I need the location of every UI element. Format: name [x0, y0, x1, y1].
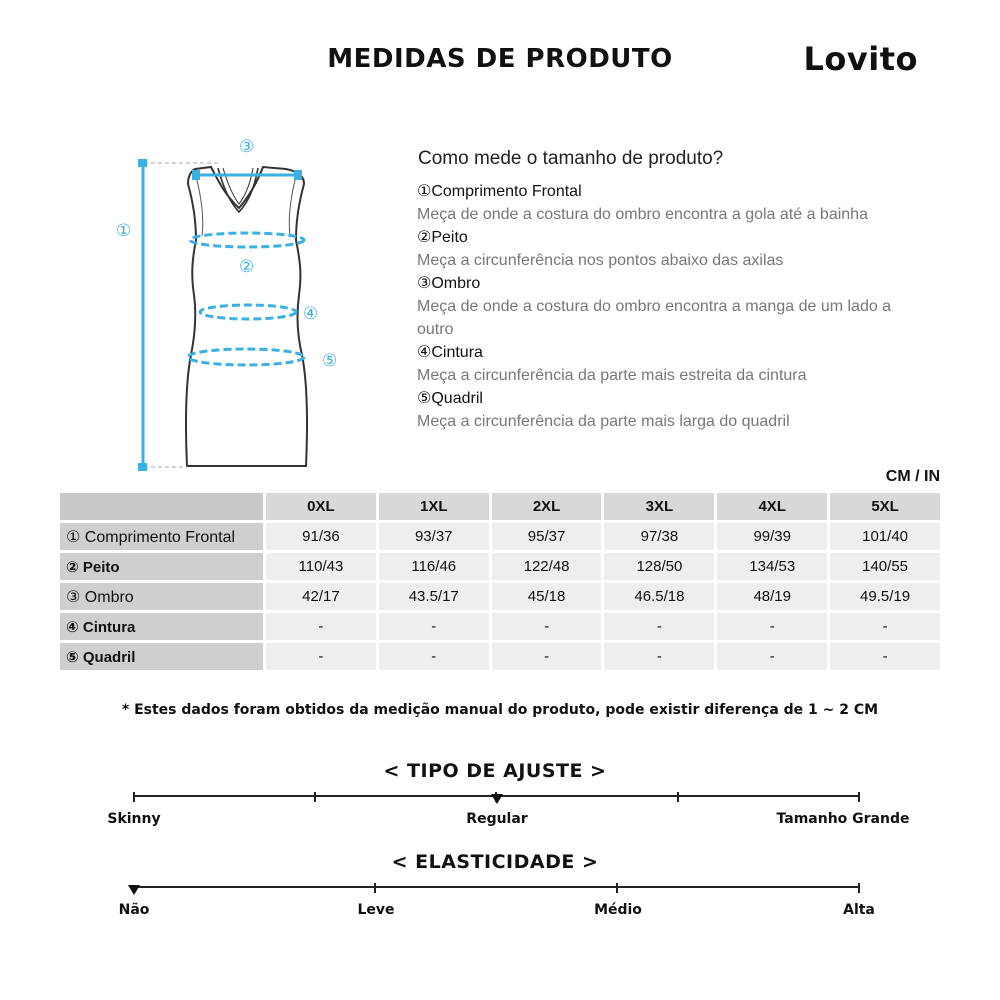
table-cell: - [604, 643, 714, 670]
table-cell: 48/19 [717, 583, 827, 610]
table-cell: 93/37 [379, 523, 489, 550]
table-cell: 43.5/17 [379, 583, 489, 610]
table-row [60, 643, 940, 670]
dress-outline [186, 167, 307, 466]
guide-item-desc: Meça a circunferência da parte mais larga do quadril [417, 413, 790, 430]
table-cell: - [830, 613, 940, 640]
table-cell: 45/18 [492, 583, 602, 610]
elasticity-scale-title: < ELASTICIDADE > [391, 851, 599, 873]
table-row [60, 553, 940, 580]
fit-label: Regular [466, 811, 528, 827]
table-cell: - [492, 613, 602, 640]
row-label: ① Comprimento Frontal [60, 523, 263, 550]
elasticity-scale-tick [374, 883, 376, 893]
marker-chest: ② [239, 257, 255, 277]
elasticity-scale-tick [616, 883, 618, 893]
table-cell: - [717, 643, 827, 670]
guide-item-name: ③Ombro [417, 275, 481, 292]
size-header: 4XL [717, 493, 827, 520]
guide-item-desc: Meça de onde a costura do ombro encontra a gola até a bainha [417, 206, 868, 223]
size-header: 3XL [604, 493, 714, 520]
guide-item [417, 387, 917, 433]
guide-title: Como mede o tamanho de produto? [418, 148, 724, 169]
guide-item-desc: Meça de onde a costura do ombro encontra a manga de um lado a outro [417, 298, 892, 338]
guide-list [417, 180, 917, 433]
unit-label: CM / IN [885, 468, 940, 485]
fit-scale-tick [314, 792, 316, 802]
shoulder-cap-right [294, 170, 302, 180]
table-cell: 134/53 [717, 553, 827, 580]
row-label: ④ Cintura [60, 613, 263, 640]
marker-length: ① [116, 221, 132, 241]
shoulder-cap-left [192, 170, 200, 180]
table-cell: - [266, 613, 376, 640]
fit-label: Tamanho Grande [776, 811, 910, 827]
table-cell: 116/46 [379, 553, 489, 580]
table-cell: - [604, 613, 714, 640]
size-header: 1XL [379, 493, 489, 520]
table-header-row [60, 493, 940, 520]
elasticity-scale-bar [134, 886, 860, 888]
size-header: 2XL [492, 493, 602, 520]
table-row [60, 583, 940, 610]
marker-hip: ⑤ [322, 351, 338, 371]
table-cell: 97/38 [604, 523, 714, 550]
row-label: ③ Ombro [60, 583, 263, 610]
table-cell: 46.5/18 [604, 583, 714, 610]
table-row [60, 613, 940, 640]
row-label: ⑤ Quadril [60, 643, 263, 670]
table-cell: 95/37 [492, 523, 602, 550]
table-cell: 101/40 [830, 523, 940, 550]
fit-scale-tick [677, 792, 679, 802]
table-cell: - [492, 643, 602, 670]
dress-diagram [100, 130, 360, 480]
table-cell: - [717, 613, 827, 640]
guide-item-desc: Meça a circunferência nos pontos abaixo das axilas [417, 252, 784, 269]
guide-item-name: ①Comprimento Frontal [417, 183, 582, 200]
guide-item-name: ⑤Quadril [417, 390, 483, 407]
guide-item-desc: Meça a circunferência da parte mais estreita da cintura [417, 367, 807, 384]
elasticity-indicator-icon [128, 885, 140, 895]
table-cell: 122/48 [492, 553, 602, 580]
table-cell: - [830, 643, 940, 670]
row-label: ② Peito [60, 553, 263, 580]
fit-scale-tick [858, 792, 860, 802]
guide-item-name: ④Cintura [417, 344, 483, 361]
elasticity-scale-tick [858, 883, 860, 893]
elasticity-label: Médio [594, 902, 642, 918]
table-cell: 99/39 [717, 523, 827, 550]
elasticity-label: Não [118, 902, 150, 918]
table-cell: 91/36 [266, 523, 376, 550]
guide-item [417, 180, 917, 226]
length-cap-bottom [138, 463, 147, 471]
table-corner-cell [60, 493, 263, 520]
size-header: 5XL [830, 493, 940, 520]
table-cell: 128/50 [604, 553, 714, 580]
marker-waist: ④ [303, 304, 319, 324]
length-cap-top [138, 159, 147, 167]
brand-logo: Lovito [803, 40, 918, 78]
fit-scale-tick [133, 792, 135, 802]
table-cell: - [266, 643, 376, 670]
table-cell: 110/43 [266, 553, 376, 580]
page-title: MEDIDAS DE PRODUTO [327, 44, 673, 74]
fit-scale-title: < TIPO DE AJUSTE > [383, 760, 607, 782]
elasticity-label: Alta [843, 902, 875, 918]
table-cell: - [379, 643, 489, 670]
guide-item [417, 226, 917, 272]
measurement-note: * Estes dados foram obtidos da medição manual do produto, pode existir diferença de 1 ~ 2 CM [121, 702, 879, 718]
elasticity-label: Leve [357, 902, 395, 918]
table-row [60, 523, 940, 550]
fit-indicator-icon [491, 794, 503, 804]
marker-shoulder: ③ [239, 137, 255, 157]
table-cell: 42/17 [266, 583, 376, 610]
guide-item [417, 272, 917, 341]
fit-label: Skinny [107, 811, 161, 827]
table-cell: - [379, 613, 489, 640]
guide-item-name: ②Peito [417, 229, 468, 246]
table-cell: 49.5/19 [830, 583, 940, 610]
size-table [57, 490, 943, 673]
size-header: 0XL [266, 493, 376, 520]
guide-item [417, 341, 917, 387]
table-cell: 140/55 [830, 553, 940, 580]
